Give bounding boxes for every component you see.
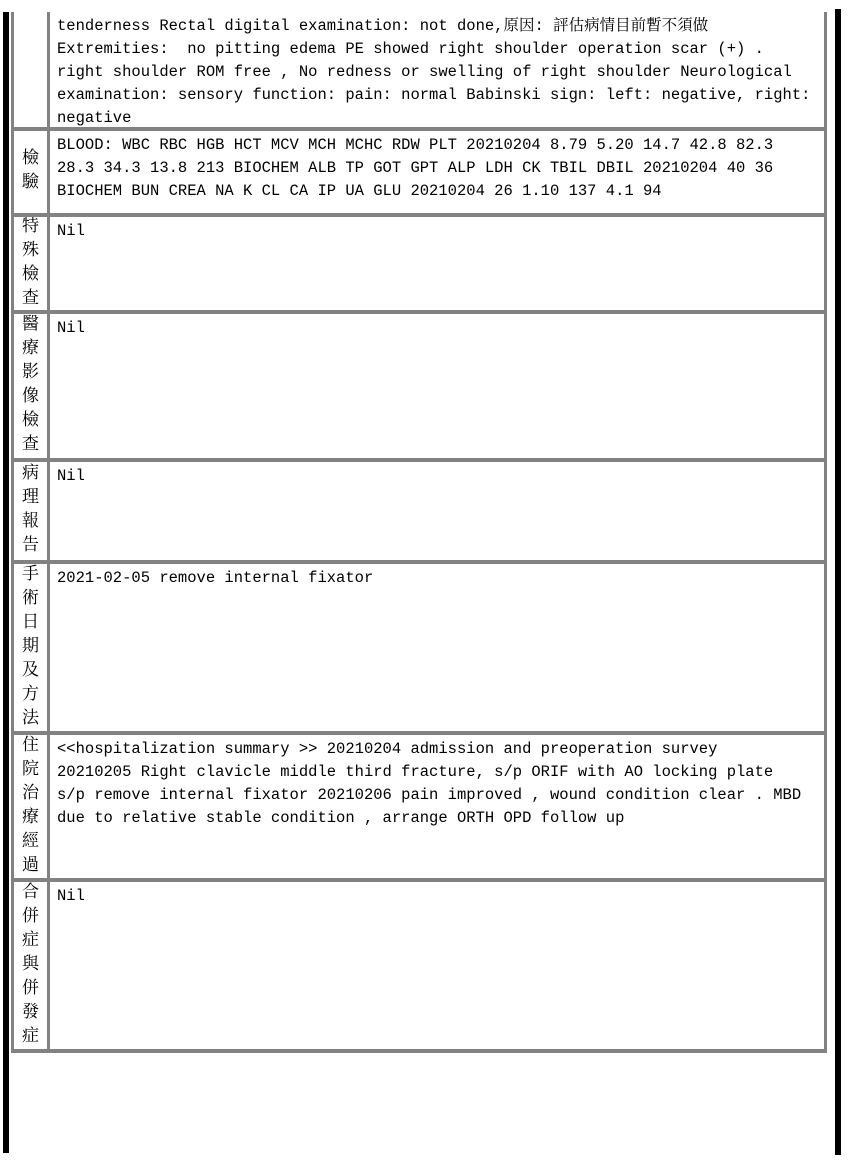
row-content-special-exam: Nil	[57, 222, 85, 240]
row-content-surgery-date-method: 2021-02-05 remove internal fixator	[57, 569, 374, 587]
row-label-hospital-course: 住 院 治 療 經 過	[14, 735, 50, 878]
row-label-special-exam: 特 殊 檢 查	[14, 217, 50, 310]
row-content-hospital-course: <<hospitalization summary >> 20210204 admission and preoperation survey 20210205 Right clavicle middle third fracture, s/p ORIF with AO locking plate s/p remove internal fixator 20210206 pain improved , wound condition clear . MBD due to relative stable condition , arrange ORTH OPD follow up	[57, 740, 802, 827]
table-row-medical-imaging	[14, 314, 824, 462]
table-row-pathology-report	[14, 462, 824, 564]
row-content-physical-exam: tenderness Rectal digital examination: not done,原因: 評估病情目前暫不須做 Extremities: no pitting edema PE showed right shoulder operation scar (+) . right shoulder ROM free , No redness or swelling of right shoulder Neurological examination: sensory function: pain: normal Babinski sign: left: negative, right: negative	[57, 17, 811, 127]
row-label-physical-exam	[14, 12, 50, 127]
page-left-rule	[3, 12, 9, 1153]
row-label-medical-imaging: 醫 療 影 像 檢 查	[14, 314, 50, 458]
table-row-hospital-course	[14, 735, 824, 882]
table-row-special-exam	[14, 217, 824, 314]
row-label-complications: 合 併 症 與 併 發 症	[14, 882, 50, 1049]
row-content-lab-tests: BLOOD: WBC RBC HGB HCT MCV MCH MCHC RDW PLT 20210204 8.79 5.20 14.7 42.8 82.3 28.3 34.3 13.8 213 BIOCHEM ALB TP GOT GPT ALP LDH CK TBIL DBIL 20210204 40 36 BIOCHEM BUN CREA NA K CL CA IP UA GLU 20210204 26 1.10 137 4.1 94	[57, 136, 774, 200]
row-content-pathology-report: Nil	[57, 467, 85, 485]
row-label-pathology-report: 病 理 報 告	[14, 462, 50, 560]
table-row-lab-tests	[14, 131, 824, 217]
table-row-physical-exam-continued	[14, 12, 824, 131]
table-row-surgery-date-method	[14, 564, 824, 735]
row-content-medical-imaging: Nil	[57, 319, 85, 337]
row-label-surgery-date-method: 手 術 日 期 及 方 法	[14, 564, 50, 731]
row-label-lab-tests: 檢 驗	[14, 131, 50, 213]
page-right-rule	[835, 9, 841, 1155]
discharge-summary-table	[11, 12, 827, 1053]
row-content-complications: Nil	[57, 887, 85, 905]
table-row-complications	[14, 882, 824, 1053]
